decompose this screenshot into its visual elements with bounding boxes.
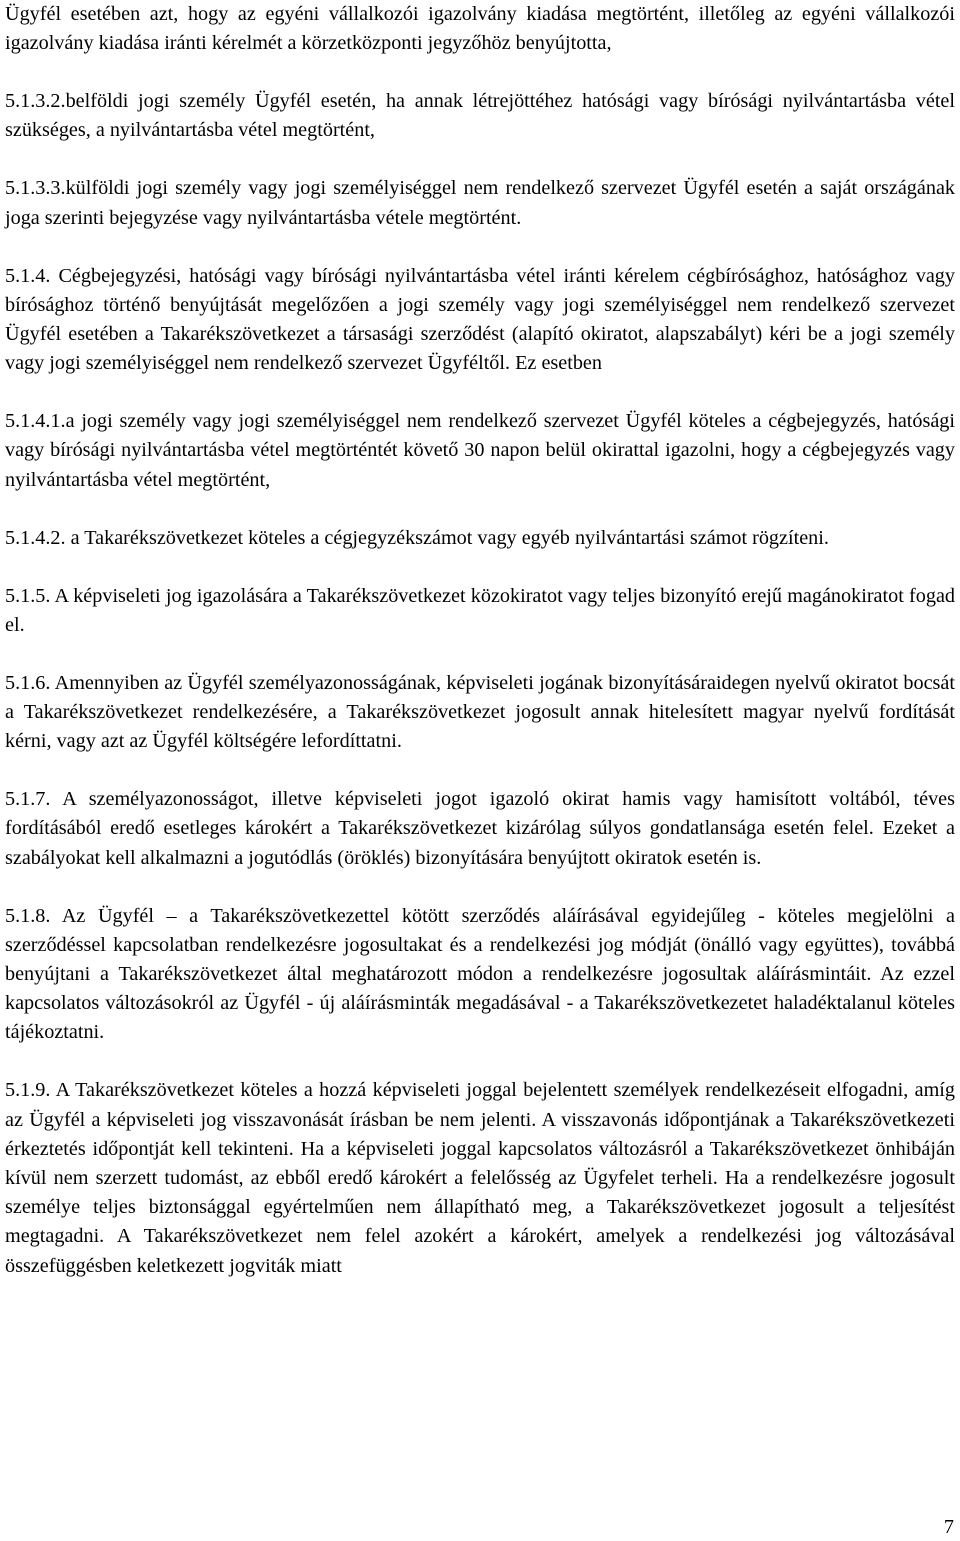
paragraph-5-1-4: 5.1.4. Cégbejegyzési, hatósági vagy bírósági nyilvántartásba vétel iránti kérelem cégbírósághoz, hatósághoz vagy bírósághoz történő benyújtását megelőzően a jogi személy vagy jogi személyiséggel nem rendelkező szervezet Ügyfél esetében a Takarékszövetkezet a társasági szerződést (alapító okiratot, alapszabályt) kéri be a jogi személy vagy jogi személyiséggel nem rendelkező szervezet Ügyféltől. Ez esetben <box>5 264 955 375</box>
paragraph-5-1-6: 5.1.6. Amennyiben az Ügyfél személyazonosságának, képviseleti jogának bizonyításáraidegen nyelvű okiratot bocsát a Takarékszövetkezet rendelkezésére, a Takarékszövetkezet jogosult annak hitelesített magyar nyelvű fordítását kérni, vagy azt az Ügyfél költségére lefordíttatni. <box>5 671 955 753</box>
paragraph-5-1-4-1: 5.1.4.1.a jogi személy vagy jogi személyiséggel nem rendelkező szervezet Ügyfél köteles a cégbejegyzés, hatósági vagy bírósági nyilvántartásba vétel megtörténtét követő 30 napon belül okirattal igazolni, hogy a cégbejegyzés vagy nyilvántartásba vétel megtörtént, <box>5 410 955 491</box>
paragraph-5-1-3-3: 5.1.3.3.külföldi jogi személy vagy jogi személyiséggel nem rendelkező szervezet Ügyfél esetén a saját országának joga szerinti bejegyzése vagy nyilvántartásba vétele megtörtént. <box>5 177 955 229</box>
document-page <box>5 0 955 1281</box>
paragraph-5-1-9: 5.1.9. A Takarékszövetkezet köteles a hozzá képviseleti joggal bejelentett személyek rendelkezéseit elfogadni, amíg az Ügyfél a képviseleti jog visszavonását írásban be nem jelenti. A visszavonás időpontjának a Takarékszövetkezeti érkeztetés időpontját kell tekinteni. Ha a képviseleti joggal kapcsolatos változásról a Takarékszövetkezet önhibáján kívül nem szerzett tudomást, az ebből eredő károkért a felelősség az Ügyfelet terheli. Ha a rendelkezésre jogosult személye teljes biztonsággal egyértelműen nem állapítható meg, a Takarékszövetkezet jogosult a teljesítést megtagadni. A Takarékszövetkezet nem felel azokért a károkért, amelyek a rendelkezési jog változásával összefüggésben keletkezett jogviták miatt <box>5 1079 955 1277</box>
paragraph-5-1-8: 5.1.8. Az Ügyfél – a Takarékszövetkezettel kötött szerződés aláírásával egyidejűleg - köteles megjelölni a szerződéssel kapcsolatban rendelkezésre jogosultakat és a rendelkezési jog módját (önálló vagy együttes), továbbá benyújtani a Takarékszövetkezet által meghatározott módon a rendelkezésre jogosultak aláírásmintáit. Az ezzel kapcsolatos változásokról az Ügyfél - új aláírásminták megadásával - a Takarékszövetkezetet haladéktalanul köteles tájékoztatni. <box>5 904 955 1044</box>
paragraph-5-1-4-2: 5.1.4.2. a Takarékszövetkezet köteles a cégjegyzékszámot vagy egyéb nyilvántartási számot rögzíteni. <box>5 526 829 549</box>
paragraph-5-1-7: 5.1.7. A személyazonosságot, illetve képviseleti jogot igazoló okirat hamis vagy hamisított voltából, téves fordításából eredő esetleges károkért a Takarékszövetkezet kizárólag súlyos gondatlansága esetén felel. Ezeket a szabályokat kell alkalmazni a jogutódlás (öröklés) bizonyítására benyújtott okiratok esetén is. <box>5 788 955 869</box>
paragraph-5-1-5: 5.1.5. A képviseleti jog igazolására a Takarékszövetkezet közokiratot vagy teljes bizonyító erejű magánokiratot fogad el. <box>5 584 955 636</box>
paragraph-5-1-3-2: 5.1.3.2.belföldi jogi személy Ügyfél esetén, ha annak létrejöttéhez hatósági vagy bírósági nyilvántartásba vétel szükséges, a nyilvántartásba vétel megtörtént, <box>5 90 955 142</box>
paragraph-intro: Ügyfél esetében azt, hogy az egyéni vállalkozói igazolvány kiadása megtörtént, illetőleg az egyéni vállalkozói igazolvány kiadása iránti kérelmét a körzetközponti jegyzőhöz benyújtotta, <box>5 3 955 55</box>
page-number: 7 <box>943 1516 954 1538</box>
